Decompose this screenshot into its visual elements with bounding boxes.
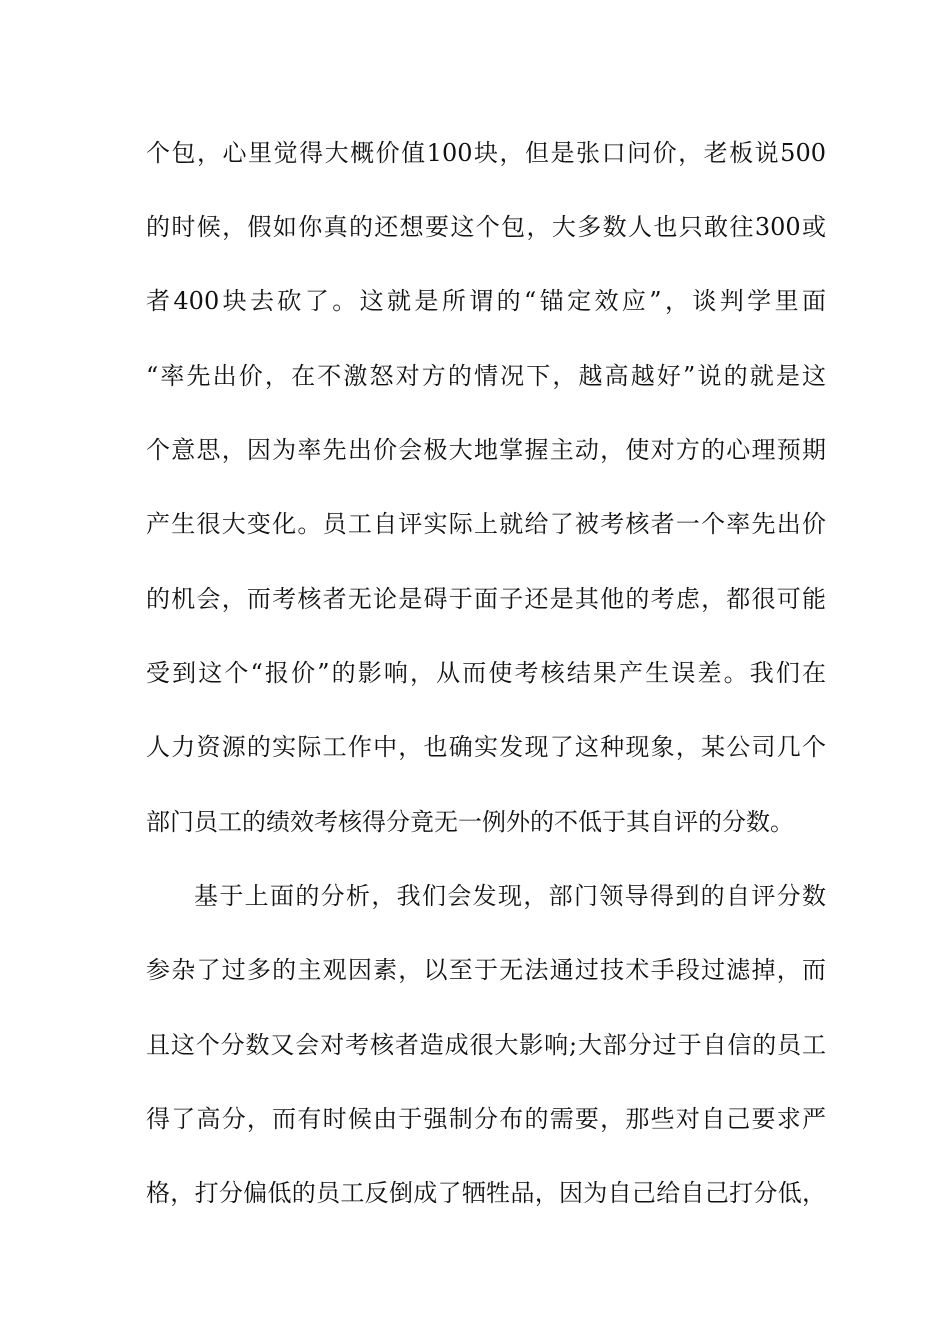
paragraph-line: 基于上面的分析，我们会发现，部门领导得到的自评分数 [194,882,826,910]
paragraph-line: 参杂了过多的主观因素，以至于无法通过技术手段过滤掉，而 [146,956,826,984]
paragraph-line: 受到这个“报价”的影响，从而使考核结果产生误差。我们在 [146,659,826,687]
paragraph-line: “率先出价，在不激怒对方的情况下，越高越好”说的就是这 [146,362,826,390]
paragraph-line: 得了高分，而有时候由于强制分布的需要，那些对自己要求严 [146,1105,826,1133]
paragraph-line: 的时候，假如你真的还想要这个包，大多数人也只敢往300或 [146,213,826,241]
paragraph-line: 者400块去砍了。这就是所谓的“锚定效应”，谈判学里面 [146,287,826,315]
paragraph-line: 个包，心里觉得大概价值100块，但是张口问价，老板说500 [146,139,826,167]
paragraph-line: 产生很大变化。员工自评实际上就给了被考核者一个率先出价 [146,510,826,538]
paragraph-line: 的机会，而考核者无论是碍于面子还是其他的考虑，都很可能 [146,585,826,613]
paragraph-line: 部门员工的绩效考核得分竟无一例外的不低于其自评的分数。 [146,808,794,836]
paragraph-line: 个意思，因为率先出价会极大地掌握主动，使对方的心理预期 [146,436,826,464]
paragraph-line: 且这个分数又会对考核者造成很大影响;大部分过于自信的员工 [146,1031,826,1059]
paragraph-line: 人力资源的实际工作中，也确实发现了这种现象，某公司几个 [146,733,826,761]
paragraph-line: 格，打分偏低的员工反倒成了牺牲品，因为自己给自己打分低， [146,1179,826,1207]
